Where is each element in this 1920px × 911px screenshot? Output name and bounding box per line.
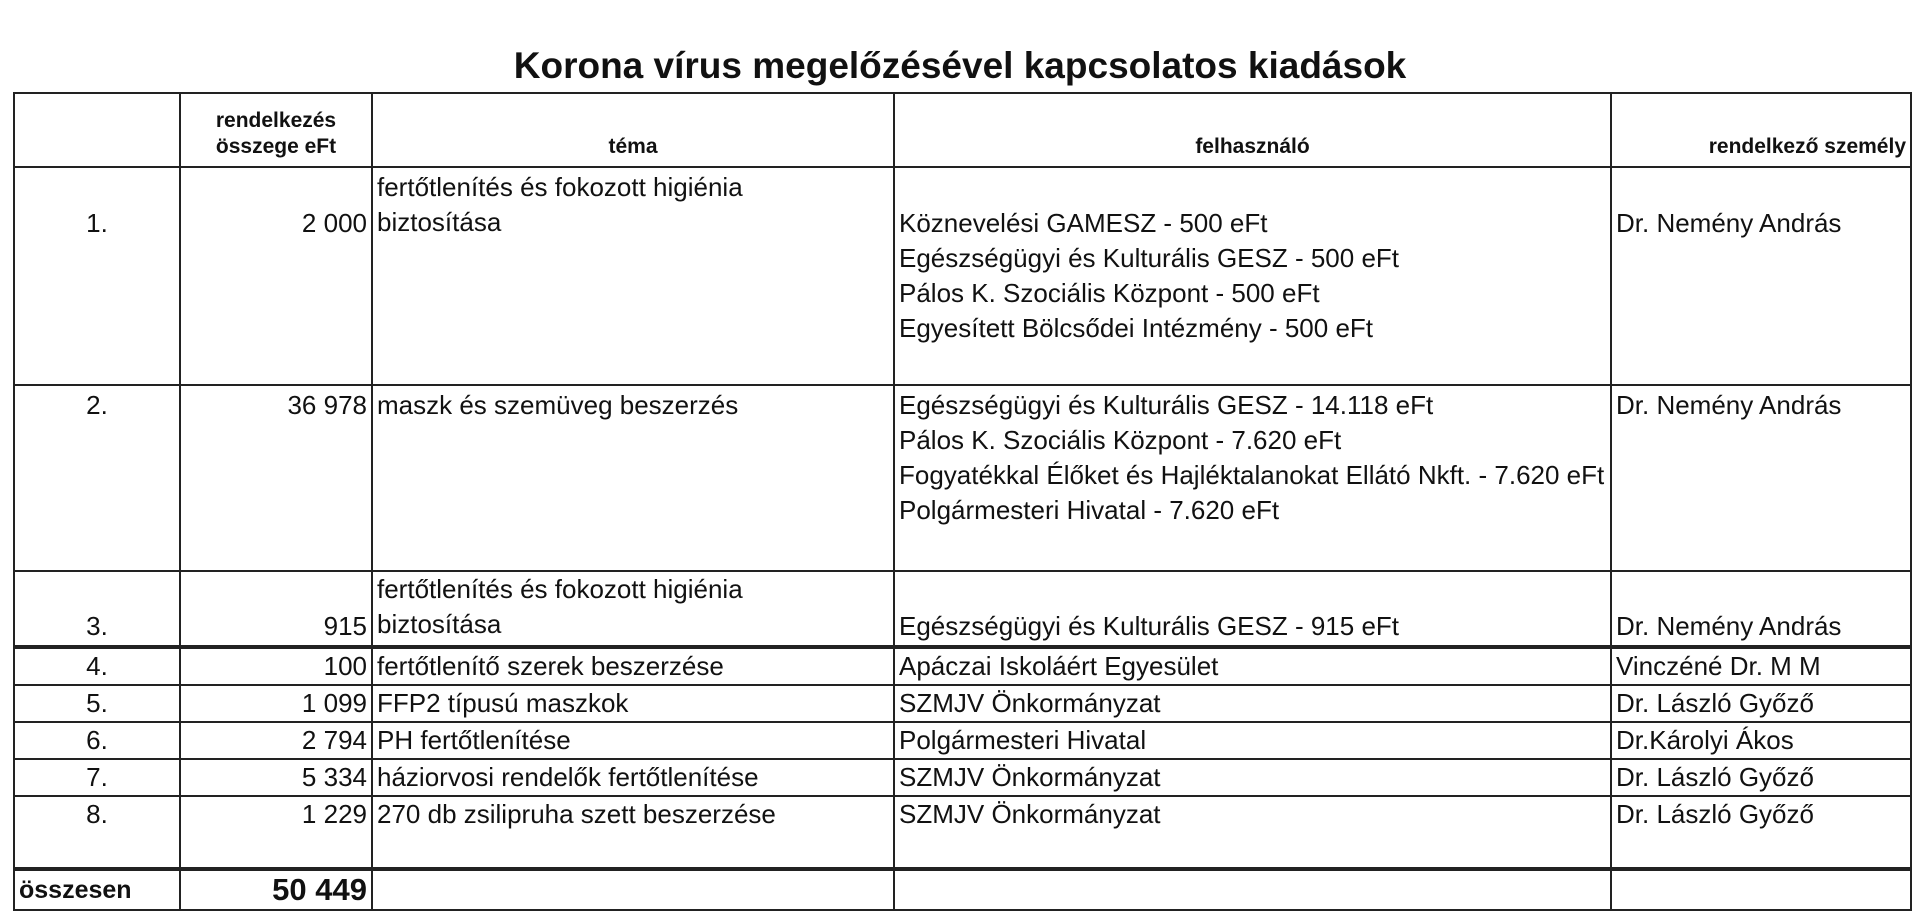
- table-row: [14, 571, 1911, 647]
- table-row: [14, 759, 1911, 796]
- row-person: Dr. Nemény András: [1611, 571, 1911, 647]
- row-person: Dr.Károlyi Ákos: [1611, 722, 1911, 759]
- row-topic: [372, 571, 894, 647]
- header-user: felhasználó: [894, 93, 1611, 167]
- row-number: 8.: [14, 796, 180, 869]
- row-number: 7.: [14, 759, 180, 796]
- topic-line: biztosítása: [377, 609, 502, 639]
- row-person: Vinczéné Dr. M M: [1611, 647, 1911, 685]
- row-person: Dr. László Győző: [1611, 759, 1911, 796]
- topic-line: biztosítása: [377, 207, 502, 237]
- row-amount: 2 000: [180, 167, 372, 385]
- row-users: [894, 385, 1611, 571]
- row-topic: FFP2 típusú maszkok: [372, 685, 894, 722]
- row-number: 5.: [14, 685, 180, 722]
- row-users: SZMJV Önkormányzat: [894, 796, 1611, 869]
- topic-line: maszk és szemüveg beszerzés: [377, 390, 739, 420]
- row-number: 1.: [14, 167, 180, 385]
- row-topic: fertőtlenítő szerek beszerzése: [372, 647, 894, 685]
- row-topic: háziorvosi rendelők fertőtlenítése: [372, 759, 894, 796]
- total-empty-cell: [894, 869, 1611, 910]
- total-label: összesen: [14, 869, 180, 910]
- user-line: Polgármesteri Hivatal - 7.620 eFt: [899, 495, 1280, 525]
- header-person: rendelkező személy: [1611, 93, 1911, 167]
- row-users: SZMJV Önkormányzat: [894, 759, 1611, 796]
- table-header-row: [14, 93, 1911, 167]
- row-users: [894, 571, 1611, 647]
- user-line: Pálos K. Szociális Központ - 500 eFt: [899, 278, 1320, 308]
- header-amount-line2: összege eFt: [215, 135, 337, 158]
- row-person: Dr. Nemény András: [1611, 167, 1911, 385]
- user-line: Pálos K. Szociális Központ - 7.620 eFt: [899, 425, 1342, 455]
- row-amount: 915: [180, 571, 372, 647]
- header-amount-line1: rendelkezés: [215, 109, 337, 132]
- table-row: [14, 685, 1911, 722]
- row-topic: [372, 385, 894, 571]
- row-amount: 5 334: [180, 759, 372, 796]
- header-number: [14, 93, 180, 167]
- row-users: Apáczai Iskoláért Egyesület: [894, 647, 1611, 685]
- row-users: Polgármesteri Hivatal: [894, 722, 1611, 759]
- row-person: Dr. Nemény András: [1611, 385, 1911, 571]
- row-number: 3.: [14, 571, 180, 647]
- table-row: [14, 722, 1911, 759]
- row-amount: 1 099: [180, 685, 372, 722]
- row-users: [894, 167, 1611, 385]
- header-topic: téma: [372, 93, 894, 167]
- row-topic: [372, 167, 894, 385]
- user-line: Egyesített Bölcsődei Intézmény - 500 eFt: [899, 313, 1374, 343]
- row-person: Dr. László Győző: [1611, 685, 1911, 722]
- table-row: [14, 385, 1911, 571]
- user-line: Egészségügyi és Kulturális GESZ - 500 eFt: [899, 243, 1400, 273]
- header-amount: [180, 93, 372, 167]
- table-row: [14, 647, 1911, 685]
- row-number: 4.: [14, 647, 180, 685]
- row-topic: 270 db zsilipruha szett beszerzése: [372, 796, 894, 869]
- row-number: 2.: [14, 385, 180, 571]
- user-line: Fogyatékkal Élőket és Hajléktalanokat Ellátó Nkft. - 7.620 eFt: [899, 460, 1605, 490]
- row-amount: 2 794: [180, 722, 372, 759]
- user-line: Egészségügyi és Kulturális GESZ - 14.118 eFt: [899, 390, 1434, 420]
- row-amount: 1 229: [180, 796, 372, 869]
- row-person: Dr. László Győző: [1611, 796, 1911, 869]
- topic-line: fertőtlenítés és fokozott higiénia: [377, 574, 743, 604]
- total-empty-cell: [372, 869, 894, 910]
- total-empty-cell: [1611, 869, 1911, 910]
- expenses-table: [13, 92, 1912, 911]
- user-line: Egészségügyi és Kulturális GESZ - 915 eFt: [899, 611, 1400, 641]
- row-amount: 100: [180, 647, 372, 685]
- total-row: [14, 869, 1911, 910]
- table-row: [14, 796, 1911, 869]
- row-number: 6.: [14, 722, 180, 759]
- topic-line: fertőtlenítés és fokozott higiénia: [377, 172, 743, 202]
- row-amount: 36 978: [180, 385, 372, 571]
- total-amount: 50 449: [180, 869, 372, 910]
- table-row: [14, 167, 1911, 385]
- user-line: Köznevelési GAMESZ - 500 eFt: [899, 208, 1268, 238]
- page-title: Korona vírus megelőzésével kapcsolatos kiadások: [513, 45, 1407, 86]
- row-topic: PH fertőtlenítése: [372, 722, 894, 759]
- row-users: SZMJV Önkormányzat: [894, 685, 1611, 722]
